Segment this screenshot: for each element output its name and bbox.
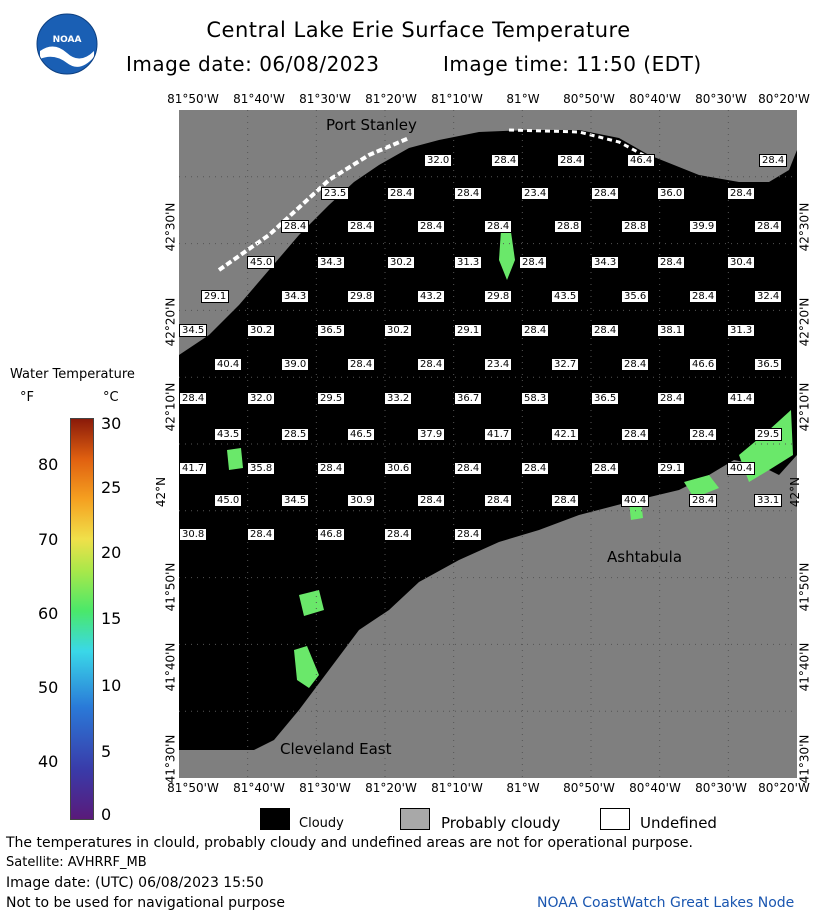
temperature-value: 28.4	[179, 392, 207, 405]
temperature-value: 28.4	[491, 154, 519, 167]
satellite: Satellite: AVHRRF_MB	[6, 855, 147, 870]
temperature-value: 39.0	[281, 358, 309, 371]
scale-title: Water Temperature	[10, 367, 135, 382]
latitude-label: 42°20'N	[163, 297, 178, 347]
temperature-value: 28.4	[384, 528, 412, 541]
temperature-value: 34.3	[281, 290, 309, 303]
latitude-label: 41°50'N	[797, 562, 812, 612]
temperature-value: 36.5	[591, 392, 619, 405]
legend-cloudy-label: Cloudy	[299, 816, 344, 831]
temperature-value: 38.1	[657, 324, 685, 337]
temperature-value: 29.8	[484, 290, 512, 303]
temperature-value: 30.8	[179, 528, 207, 541]
image-date: Image date: 06/08/2023	[126, 52, 380, 76]
temperature-value: 28.4	[347, 220, 375, 233]
longitude-label: 81°40'W	[233, 92, 285, 106]
c-tick: 5	[101, 742, 112, 761]
temperature-value: 40.4	[621, 494, 649, 507]
f-tick: 60	[38, 604, 59, 623]
temperature-value: 28.4	[484, 220, 512, 233]
utc-date: Image date: (UTC) 06/08/2023 15:50	[6, 875, 264, 891]
image-time: Image time: 11:50 (EDT)	[443, 52, 702, 76]
temperature-value: 32.4	[754, 290, 782, 303]
temperature-value: 37.9	[417, 428, 445, 441]
temperature-value: 28.4	[247, 528, 275, 541]
place-cleveland-east: Cleveland East	[280, 740, 392, 758]
place-port-stanley: Port Stanley	[326, 116, 417, 134]
latitude-label: 42°10'N	[797, 382, 812, 432]
temperature-value: 58.3	[521, 392, 549, 405]
f-tick: 50	[38, 678, 59, 697]
logo-text: NOAA	[52, 35, 82, 45]
temperature-value: 33.2	[384, 392, 412, 405]
temperature-value: 34.3	[317, 256, 345, 269]
temperature-value: 28.4	[521, 324, 549, 337]
temperature-value: 28.4	[754, 220, 782, 233]
temperature-value: 30.2	[247, 324, 275, 337]
temperature-value: 29.8	[347, 290, 375, 303]
temperature-value: 28.4	[557, 154, 585, 167]
temperature-value: 41.4	[727, 392, 755, 405]
longitude-label: 81°20'W	[365, 781, 417, 795]
legend-cloudy-swatch	[260, 808, 290, 830]
temperature-value: 28.4	[621, 428, 649, 441]
temperature-value: 28.4	[521, 462, 549, 475]
temperature-value: 28.4	[484, 494, 512, 507]
temperature-value: 28.4	[454, 187, 482, 200]
longitude-label: 81°W	[506, 781, 540, 795]
longitude-label: 81°W	[506, 92, 540, 106]
longitude-label: 80°20'W	[758, 781, 810, 795]
temperature-value: 28.5	[281, 428, 309, 441]
temperature-value: 28.4	[347, 358, 375, 371]
temperature-value: 36.0	[657, 187, 685, 200]
longitude-label: 80°20'W	[758, 92, 810, 106]
temperature-value: 23.4	[484, 358, 512, 371]
temperature-value: 29.1	[201, 290, 229, 303]
temperature-value: 36.5	[754, 358, 782, 371]
temperature-value: 28.4	[551, 494, 579, 507]
temperature-value: 28.4	[657, 392, 685, 405]
temperature-value: 32.7	[551, 358, 579, 371]
temperature-labels	[179, 110, 797, 778]
c-tick: 20	[101, 543, 122, 562]
longitude-label: 80°50'W	[563, 92, 615, 106]
latitude-label: 42°20'N	[797, 297, 812, 347]
longitude-label: 81°20'W	[365, 92, 417, 106]
temperature-value: 43.2	[417, 290, 445, 303]
latitude-label: 41°50'N	[163, 562, 178, 612]
temperature-value: 40.4	[214, 358, 242, 371]
temperature-value: 41.7	[484, 428, 512, 441]
temperature-value: 43.5	[551, 290, 579, 303]
temperature-value: 28.4	[759, 154, 787, 167]
longitude-label: 80°40'W	[629, 781, 681, 795]
c-tick: 15	[101, 609, 122, 628]
place-ashtabula: Ashtabula	[607, 548, 683, 566]
temperature-value: 23.4	[521, 187, 549, 200]
nav-warning: Not to be used for navigational purpose	[6, 895, 285, 911]
c-tick: 10	[101, 676, 122, 695]
temperature-value: 28.4	[621, 358, 649, 371]
longitude-label: 80°30'W	[695, 781, 747, 795]
temperature-value: 28.4	[591, 187, 619, 200]
c-tick: 30	[101, 414, 122, 433]
temperature-value: 28.4	[689, 290, 717, 303]
temperature-value: 41.7	[179, 462, 207, 475]
temperature-value: 39.9	[689, 220, 717, 233]
temperature-value: 46.8	[317, 528, 345, 541]
latitude-label: 42°30'N	[797, 202, 812, 252]
temperature-value: 45.0	[214, 494, 242, 507]
latitude-label: 42°N	[154, 476, 169, 508]
temperature-value: 28.4	[417, 358, 445, 371]
temperature-value: 36.7	[454, 392, 482, 405]
temperature-value: 46.6	[689, 358, 717, 371]
temperature-value: 23.5	[321, 187, 349, 200]
longitude-label: 80°30'W	[695, 92, 747, 106]
temperature-value: 29.1	[454, 324, 482, 337]
credit: NOAA CoastWatch Great Lakes Node	[537, 895, 795, 911]
unit-c: °C	[103, 390, 119, 405]
temperature-value: 28.4	[727, 187, 755, 200]
temperature-value: 30.2	[384, 324, 412, 337]
f-tick: 70	[38, 530, 59, 549]
temperature-value: 28.4	[417, 494, 445, 507]
temperature-value: 34.5	[179, 324, 207, 337]
latitude-label: 41°30'N	[163, 734, 178, 784]
temperature-color-scale	[70, 418, 94, 820]
temperature-value: 28.4	[417, 220, 445, 233]
longitude-label: 81°40'W	[233, 781, 285, 795]
temperature-value: 36.5	[317, 324, 345, 337]
c-tick: 25	[101, 478, 122, 497]
temperature-value: 46.4	[627, 154, 655, 167]
temperature-value: 28.4	[387, 187, 415, 200]
temperature-value: 28.4	[519, 256, 547, 269]
map-title: Central Lake Erie Surface Temperature	[206, 18, 631, 42]
temperature-value: 42.1	[551, 428, 579, 441]
temperature-value: 29.1	[657, 462, 685, 475]
longitude-label: 81°30'W	[299, 92, 351, 106]
temperature-value: 29.5	[754, 428, 782, 441]
c-tick: 0	[101, 805, 112, 824]
unit-f: °F	[20, 390, 34, 405]
temperature-value: 34.3	[591, 256, 619, 269]
temperature-value: 46.5	[347, 428, 375, 441]
latitude-label: 41°40'N	[163, 642, 178, 692]
temperature-value: 28.4	[281, 220, 309, 233]
temperature-value: 30.2	[387, 256, 415, 269]
temperature-value: 35.8	[247, 462, 275, 475]
temperature-value: 32.0	[424, 154, 452, 167]
latitude-label: 42°10'N	[163, 382, 178, 432]
temperature-value: 40.4	[727, 462, 755, 475]
legend-probably-cloudy-swatch	[400, 808, 430, 830]
longitude-label: 80°50'W	[563, 781, 615, 795]
temperature-value: 28.8	[621, 220, 649, 233]
legend-undefined-label: Undefined	[640, 814, 717, 832]
longitude-label: 81°10'W	[431, 781, 483, 795]
temperature-value: 45.0	[247, 256, 275, 269]
temperature-value: 30.4	[727, 256, 755, 269]
temperature-value: 28.4	[689, 494, 717, 507]
longitude-label: 81°50'W	[167, 92, 219, 106]
latitude-label: 41°40'N	[797, 642, 812, 692]
longitude-label: 81°50'W	[167, 781, 219, 795]
latitude-label: 42°30'N	[163, 202, 178, 252]
temperature-value: 43.5	[214, 428, 242, 441]
temperature-value: 28.4	[591, 324, 619, 337]
disclaimer: The temperatures in clould, probably cloudy and undefined areas are not for operational purpose.	[6, 835, 693, 851]
temperature-value: 28.4	[689, 428, 717, 441]
temperature-value: 28.4	[317, 462, 345, 475]
temperature-value: 28.8	[554, 220, 582, 233]
temperature-value: 28.4	[454, 462, 482, 475]
latitude-label: 41°30'N	[797, 734, 812, 784]
temperature-value: 28.4	[454, 528, 482, 541]
temperature-value: 31.3	[454, 256, 482, 269]
temperature-value: 29.5	[317, 392, 345, 405]
longitude-label: 80°40'W	[629, 92, 681, 106]
legend-probably-cloudy-label: Probably cloudy	[441, 814, 561, 832]
temperature-value: 30.6	[384, 462, 412, 475]
f-tick: 40	[38, 752, 59, 771]
longitude-label: 81°30'W	[299, 781, 351, 795]
temperature-value: 28.4	[591, 462, 619, 475]
temperature-value: 34.5	[281, 494, 309, 507]
temperature-value: 35.6	[621, 290, 649, 303]
f-tick: 80	[38, 455, 59, 474]
temperature-value: 32.0	[247, 392, 275, 405]
temperature-value: 28.4	[657, 256, 685, 269]
temperature-value: 31.3	[727, 324, 755, 337]
temperature-value: 33.1	[754, 494, 782, 507]
legend-undefined-swatch	[600, 808, 630, 830]
longitude-label: 81°10'W	[431, 92, 483, 106]
latitude-label: 42°N	[788, 476, 803, 508]
temperature-value: 30.9	[347, 494, 375, 507]
